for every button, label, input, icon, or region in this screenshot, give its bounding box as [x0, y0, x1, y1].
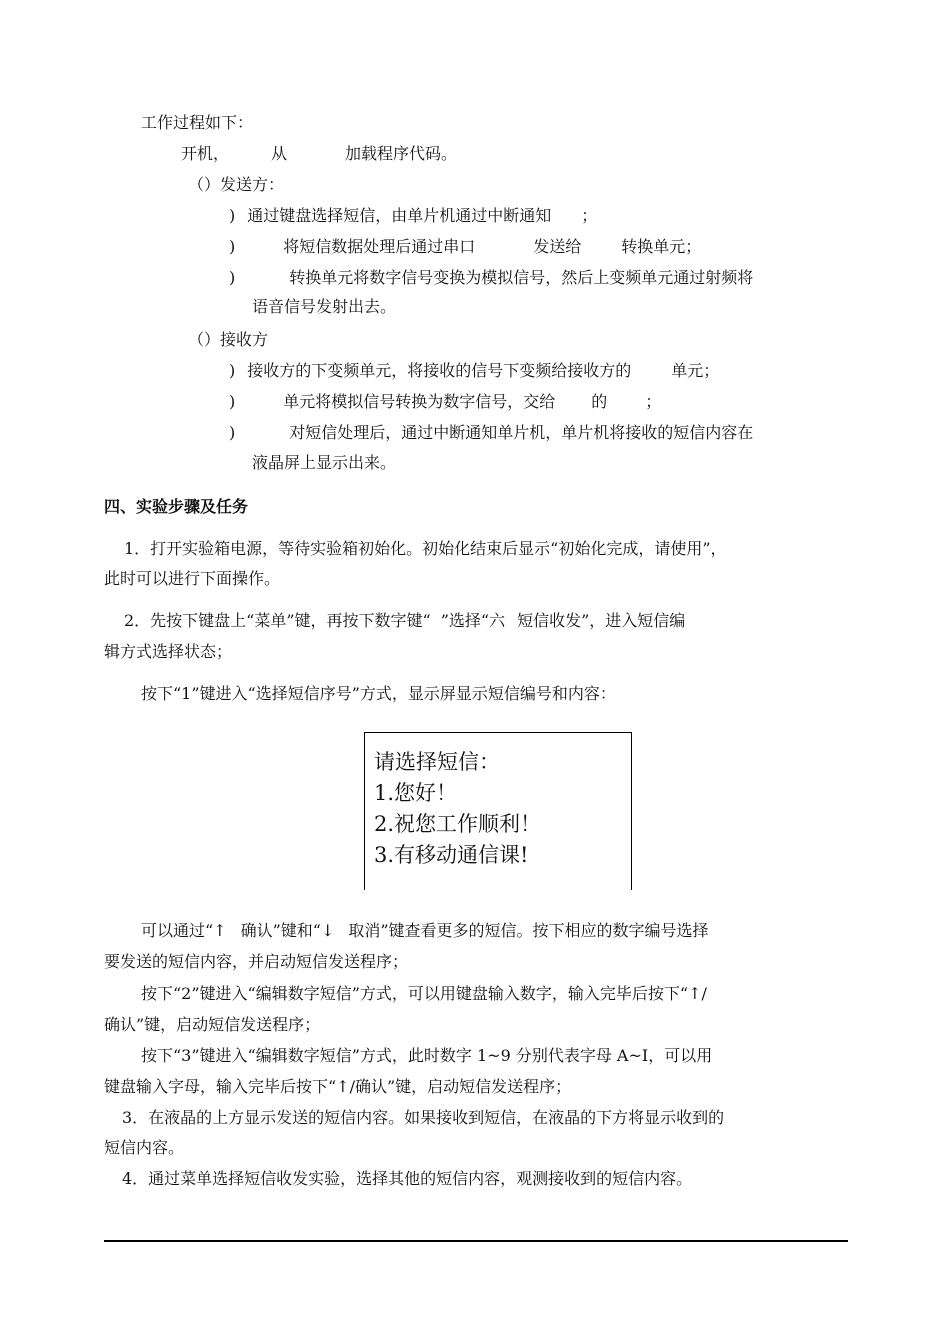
- step-2-part-1: 2．先按下键盘上“菜单”键，再按下数字键“: [124, 611, 431, 630]
- recv-heading-text: ）接收方: [204, 330, 269, 349]
- lcd-display: [364, 732, 632, 890]
- recv-heading: [188, 329, 268, 351]
- step-2-line-1: [124, 610, 685, 632]
- step-1-line-1: 1．打开实验箱电源，等待实验箱初始化。初始化结束后显示“初始化完成，请使用”，: [124, 539, 727, 558]
- recv-heading-open: （: [188, 330, 205, 349]
- process-title: 工作过程如下：: [141, 113, 254, 132]
- footer-rule: [104, 1240, 848, 1242]
- browse-part-1: 可以通过“↑: [141, 921, 227, 940]
- recv-item-3-marker: ): [229, 423, 236, 442]
- browse-line-2: 要发送的短信内容，并启动短信发送程序；: [104, 952, 409, 971]
- recv-item-2-text-2: 的: [591, 392, 608, 411]
- send-item-3: [229, 267, 753, 289]
- send-item-2-text-3: 转换单元；: [621, 237, 702, 256]
- step-2-part-2: ”选择“六: [440, 611, 506, 630]
- send-item-3-continuation: 语音信号发射出去。: [252, 297, 397, 316]
- send-heading-open: （: [188, 175, 205, 194]
- send-heading: [188, 174, 284, 196]
- recv-item-3: [229, 422, 753, 444]
- recv-item-2-text-1: 单元将模拟信号转换为数字信号，交给: [283, 392, 556, 411]
- boot-line: [181, 143, 457, 165]
- step-4-line: 4．通过菜单选择短信收发实验，选择其他的短信内容，观测接收到的短信内容。: [122, 1169, 693, 1188]
- recv-item-2-end: ；: [645, 392, 662, 411]
- browse-line-1: [141, 920, 709, 942]
- boot-part-3: 加载程序代码。: [345, 144, 458, 163]
- browse-part-3: 取消”键查看更多的短信。按下相应的数字编号选择: [348, 921, 709, 940]
- key-1-instruction: 按下“1”键进入“选择短信序号”方式，显示屏显示短信编号和内容：: [141, 684, 616, 703]
- boot-part-1: 开机，: [181, 144, 230, 163]
- send-item-2-text-2: 发送给: [533, 237, 582, 256]
- step-3-line-2: 短信内容。: [104, 1138, 185, 1157]
- lcd-line-message-1: 1.您好！: [374, 781, 458, 805]
- step-2-line-2: 辑方式选择状态；: [104, 642, 233, 661]
- step-3-line-1: 3．在液晶的上方显示发送的短信内容。如果接收到短信，在液晶的下方将显示收到的: [122, 1108, 725, 1127]
- lcd-line-message-2: 2.祝您工作顺利！: [374, 812, 542, 836]
- recv-item-1: [229, 360, 719, 382]
- send-item-2-text-1: 将短信数据处理后通过串口: [283, 237, 476, 256]
- key-3-line-2: 键盘输入字母，输入完毕后按下“↑/确认”键，启动短信发送程序；: [104, 1077, 572, 1096]
- recv-item-2: [229, 391, 661, 413]
- send-item-1-text: 通过键盘选择短信，由单片机通过中断通知: [247, 206, 552, 225]
- browse-part-2: 确认”键和“↓: [240, 921, 335, 940]
- step-1-line-2: 此时可以进行下面操作。: [104, 569, 281, 588]
- recv-item-1-text: 接收方的下变频单元，将接收的信号下变频给接收方的: [247, 361, 632, 380]
- recv-item-3-text: 对短信处理后，通过中断通知单片机，单片机将接收的短信内容在: [289, 423, 754, 442]
- section-heading: 四、实验步骤及任务: [104, 497, 249, 516]
- recv-item-3-continuation: 液晶屏上显示出来。: [252, 453, 397, 472]
- lcd-line-message-3: 3.有移动通信课!: [374, 843, 529, 867]
- send-item-3-text: 转换单元将数字信号变换为模拟信号，然后上变频单元通过射频将: [289, 268, 754, 287]
- lcd-line-prompt: 请选择短信：: [374, 750, 500, 774]
- key-2-line-1: 按下“2”键进入“编辑数字短信”方式，可以用键盘输入数字，输入完毕后按下“↑/: [141, 984, 707, 1003]
- send-item-1-end: ；: [581, 206, 598, 225]
- send-item-1-marker: ): [229, 206, 236, 225]
- key-2-line-2: 确认”键，启动短信发送程序；: [104, 1015, 321, 1034]
- recv-item-2-marker: ): [229, 392, 236, 411]
- send-heading-text: ）发送方：: [204, 175, 285, 194]
- send-item-2-marker: ): [229, 237, 236, 256]
- send-item-1: [229, 205, 597, 227]
- send-item-2: [229, 236, 701, 258]
- recv-item-1-marker: ): [229, 361, 236, 380]
- boot-part-2: 从: [271, 144, 288, 163]
- recv-item-1-end: 单元；: [671, 361, 720, 380]
- step-2-part-3: 短信收发”，进入短信编: [517, 611, 686, 630]
- send-item-3-marker: ): [229, 268, 236, 287]
- key-3-line-1: 按下“3”键进入“编辑数字短信”方式，此时数字 1~9 分别代表字母 A~I，可以用: [141, 1046, 713, 1065]
